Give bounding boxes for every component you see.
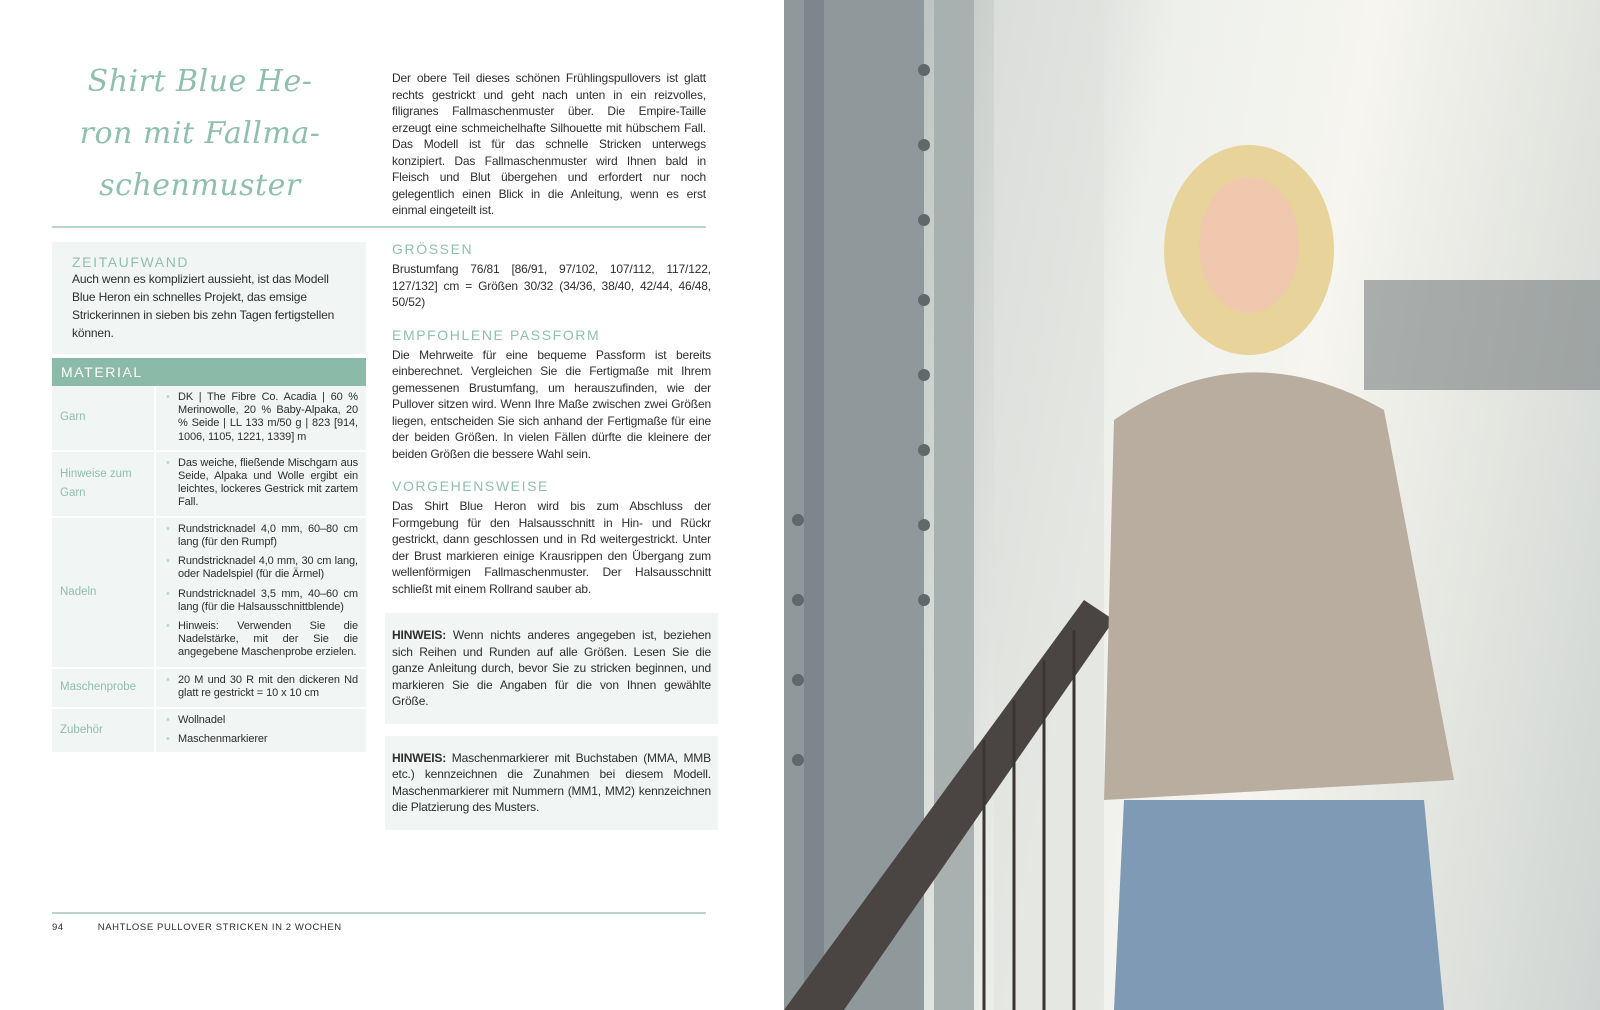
jeans (1114, 800, 1444, 1010)
passform-section (385, 327, 718, 463)
passform-text: Die Mehrweite für eine bequeme Passform ist bereits einberechnet. Vergleichen Sie die Fertigmaße mit Ihrem gemessenen Brustumfang, um herauszufinden, wie der Pullover sitzen wird. Wenn Ihre Maße zwischen zwei Größen liegen, entscheiden Sie sich anhand der Fertigmaße für eine der beiden Größen. In vielen Fällen dürfte die kleinere der beiden Größen die bessere Wahl sein. (392, 347, 711, 461)
railing-far (1364, 280, 1600, 390)
vorgehensweise-heading: VORGEHENSWEISE (392, 478, 549, 494)
left-page (0, 0, 784, 1010)
list-item: • Rundstricknadel 3,5 mm, 40–60 cm lang (für die Halsausschnittblende) (166, 588, 358, 614)
list-item: • DK | The Fibre Co. Acadia | 60 % Merinowolle, 20 % Baby-Alpaka, 20 % Seide | LL 133 m/50 g | 823 [914, 1006, 1105, 1221, 1339] m (166, 391, 358, 444)
note-label: HINWEIS: (392, 750, 447, 765)
note-text: Maschenmarkierer mit Buchstaben (MMA, MMB etc.) kennzeichnen die Zunahmen bei diesem Modell. Maschenmarkierer mit Nummern (MM1, MM2) kennzeichnen die Platzierung des Musters. (392, 750, 711, 814)
material-row (52, 669, 366, 709)
list-item: • Maschenmarkierer (166, 733, 358, 746)
face (1199, 177, 1299, 313)
steel-beam-shadow (804, 0, 824, 1010)
row-label: Garn (52, 386, 156, 450)
row-label: Nadeln (52, 518, 156, 667)
material-row (52, 386, 366, 452)
material-row (52, 518, 366, 669)
zeitaufwand-box (52, 242, 366, 354)
note-text: Wenn nichts anderes angegeben ist, beziehen sich Reihen und Runden auf alle Größen. Lesen Sie die ganze Anleitung durch, bevor Sie zu stricken beginnen, und markieren Sie die Angaben für die von Ihnen gewählte Größe. (392, 628, 711, 708)
note-box (385, 613, 718, 724)
vorgehensweise-section (385, 478, 718, 597)
material-table (52, 358, 366, 754)
title-line: Shirt Blue He- (87, 64, 313, 99)
page-title (40, 56, 360, 212)
vorgehensweise-text: Das Shirt Blue Heron wird bis zum Abschluss der Formgebung für den Halsausschnitt in Hin- und Rückr gestrickt, dann geschlossen und in Rd weitergestrickt. Unter der Brust markieren einige Krausrippen den Übergang zum wellenförmigen Fallmaschenmuster. Der Halsausschnitt schließt mit einem Rollrand sauber ab. (392, 499, 711, 596)
list-item: • Hinweis: Verwenden Sie die Nadelstärke, mit der Sie die angegebene Maschenprobe erzielen. (166, 620, 358, 660)
note-box (385, 736, 718, 830)
groessen-heading: GRÖSSEN (392, 241, 474, 257)
book-title: NAHTLOSE PULLOVER STRICKEN IN 2 WOCHEN (97, 922, 342, 933)
title-line: schenmuster (99, 168, 301, 203)
list-item: • Rundstricknadel 4,0 mm, 60–80 cm lang (für den Rumpf) (166, 523, 358, 549)
title-line: ron mit Fallma- (79, 116, 321, 151)
footer-divider (52, 912, 706, 914)
sweater (1104, 372, 1454, 800)
list-item: • Das weiche, fließende Mischgarn aus Seide, Alpaka und Wolle ergibt ein leichtes, lockeres Gestrick mit zartem Fall. (166, 457, 358, 510)
material-heading: MATERIAL (52, 358, 366, 386)
photo-woman-on-bridge (784, 0, 1600, 1010)
row-label: Zubehör (52, 709, 156, 752)
material-row (52, 452, 366, 518)
list-item: • Rundstricknadel 4,0 mm, 30 cm lang, oder Nadelspiel (für die Ärmel) (166, 555, 358, 581)
page-footer (52, 922, 342, 933)
list-item: • 20 M und 30 R mit den dickeren Nd glatt re gestrickt = 10 x 10 cm (166, 674, 358, 700)
photo-illustration (784, 0, 1600, 1010)
passform-heading: EMPFOHLENE PASSFORM (392, 326, 601, 343)
zeitaufwand-heading: ZEITAUFWAND (72, 254, 190, 270)
divider (52, 226, 706, 228)
zeitaufwand-text: Auch wenn es kompliziert aussieht, ist das Modell Blue Heron ein schnelles Projekt, das emsige Strickerinnen in sieben bis zehn Tagen fertigstellen können. (72, 272, 335, 340)
list-item: • Wollnadel (166, 714, 358, 727)
right-column (385, 241, 718, 842)
row-label: Hinweise zum Garn (52, 452, 156, 516)
bridge-truss (994, 0, 1104, 1010)
row-label: Maschenprobe (52, 669, 156, 707)
groessen-text: Brustumfang 76/81 [86/91, 97/102, 107/112, 117/122, 127/132] cm = Größen 30/32 (34/36, 38/40, 42/44, 46/48, 50/52) (392, 262, 711, 309)
intro-text: Der obere Teil dieses schönen Frühlingspullovers ist glatt rechts gestrickt und geht nach unten in ein reizvolles, filigranes Fallmaschenmuster über. Die Empire-Taille erzeugt eine schmeichelhafte Silhouette mit hübschem Fall. Das Modell ist für das schnelle Stricken unterwegs konzipiert. Das Fallmaschenmuster wird Ihnen bald in Fleisch und Blut übergehen und erfordert nur noch gelegentlich einen Blick in die Anleitung, wenn es erst einmal eingeteilt ist. (392, 71, 706, 217)
groessen-section (385, 241, 718, 311)
note-label: HINWEIS: (392, 628, 447, 642)
material-row (52, 709, 366, 754)
page-number: 94 (52, 922, 64, 933)
